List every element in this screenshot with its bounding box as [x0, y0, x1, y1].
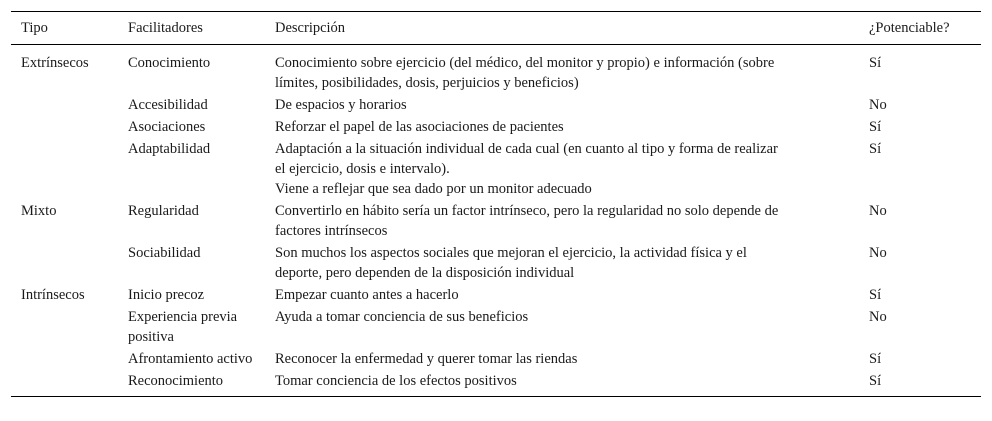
descripcion-line: Empezar cuanto antes a hacerlo: [275, 287, 459, 303]
table-row: [11, 45, 981, 94]
cell-tipo: [11, 347, 128, 369]
cell-tipo: [11, 137, 128, 199]
table-row: [11, 347, 981, 369]
header-tipo: Tipo: [21, 20, 48, 36]
cell-tipo: [11, 93, 128, 115]
cell-facilitador: Asociaciones: [128, 119, 206, 135]
cell-potenciable: No: [869, 203, 887, 219]
cell-potenciable: No: [869, 97, 887, 113]
descripcion-line: el ejercicio, dosis e intervalo).: [275, 161, 450, 177]
table-row: [11, 199, 981, 241]
cell-tipo: Intrínsecos: [21, 287, 85, 303]
descripcion-line: deporte, pero dependen de la disposición individual: [275, 265, 575, 281]
cell-facilitador: Accesibilidad: [128, 97, 208, 113]
cell-descripcion: [275, 199, 869, 241]
table-row: [11, 369, 981, 397]
cell-potenciable: Sí: [869, 287, 882, 303]
cell-tipo: [11, 369, 128, 397]
cell-descripcion: [275, 137, 869, 199]
cell-potenciable: No: [869, 309, 887, 325]
cell-facilitador: Reconocimiento: [128, 373, 224, 389]
header-potenciable: ¿Potenciable?: [869, 20, 950, 36]
table-row: [11, 305, 981, 347]
cell-descripcion: [275, 115, 869, 137]
descripcion-line: Tomar conciencia de los efectos positivos: [275, 373, 517, 389]
cell-facilitador: Afrontamiento activo: [128, 351, 253, 367]
cell-facilitador: Sociabilidad: [128, 245, 201, 261]
cell-descripcion: [275, 45, 869, 94]
table-row: [11, 137, 981, 199]
table-row: [11, 241, 981, 283]
header-row: [11, 12, 981, 45]
table-row: [11, 283, 981, 305]
descripcion-line: límites, posibilidades, dosis, perjuicios y beneficios): [275, 75, 579, 91]
cell-potenciable: No: [869, 245, 887, 261]
cell-potenciable: Sí: [869, 55, 882, 71]
cell-potenciable: Sí: [869, 351, 882, 367]
table-header: [11, 12, 981, 45]
cell-facilitador: Experiencia previa positiva: [128, 309, 238, 345]
cell-facilitador: Conocimiento: [128, 55, 211, 71]
cell-descripcion: [275, 369, 869, 397]
cell-facilitador: Regularidad: [128, 203, 199, 219]
cell-descripcion: [275, 283, 869, 305]
table-body: [11, 45, 981, 397]
descripcion-line: factores intrínsecos: [275, 223, 388, 239]
cell-tipo: Mixto: [21, 203, 57, 219]
descripcion-line: Reconocer la enfermedad y querer tomar las riendas: [275, 351, 578, 367]
descripcion-line: Reforzar el papel de las asociaciones de pacientes: [275, 119, 564, 135]
header-descripcion: Descripción: [275, 20, 346, 36]
cell-tipo: [11, 241, 128, 283]
cell-potenciable: Sí: [869, 141, 882, 157]
header-facilitadores: Facilitadores: [128, 20, 203, 36]
cell-tipo: [11, 115, 128, 137]
cell-tipo: Extrínsecos: [21, 55, 89, 71]
descripcion-line: De espacios y horarios: [275, 97, 407, 113]
cell-facilitador: Adaptabilidad: [128, 141, 211, 157]
facilitators-table-container: [11, 11, 981, 397]
descripcion-line: Ayuda a tomar conciencia de sus beneficios: [275, 309, 529, 325]
descripcion-line: Adaptación a la situación individual de cada cual (en cuanto al tipo y forma de realizar: [275, 141, 778, 157]
descripcion-line: Convertirlo en hábito sería un factor intrínseco, pero la regularidad no solo depende de: [275, 203, 779, 219]
cell-descripcion: [275, 241, 869, 283]
facilitators-table: [11, 11, 981, 397]
cell-descripcion: [275, 305, 869, 347]
descripcion-line: Son muchos los aspectos sociales que mejoran el ejercicio, la actividad física y el: [275, 245, 747, 261]
descripcion-line: Conocimiento sobre ejercicio (del médico, del monitor y propio) e información (sobre: [275, 55, 775, 71]
cell-descripcion: [275, 93, 869, 115]
cell-potenciable: Sí: [869, 373, 882, 389]
cell-tipo: [11, 305, 128, 347]
cell-descripcion: [275, 347, 869, 369]
table-row: [11, 115, 981, 137]
cell-potenciable: Sí: [869, 119, 882, 135]
cell-facilitador: Inicio precoz: [128, 287, 205, 303]
table-row: [11, 93, 981, 115]
descripcion-line: Viene a reflejar que sea dado por un monitor adecuado: [275, 181, 592, 197]
